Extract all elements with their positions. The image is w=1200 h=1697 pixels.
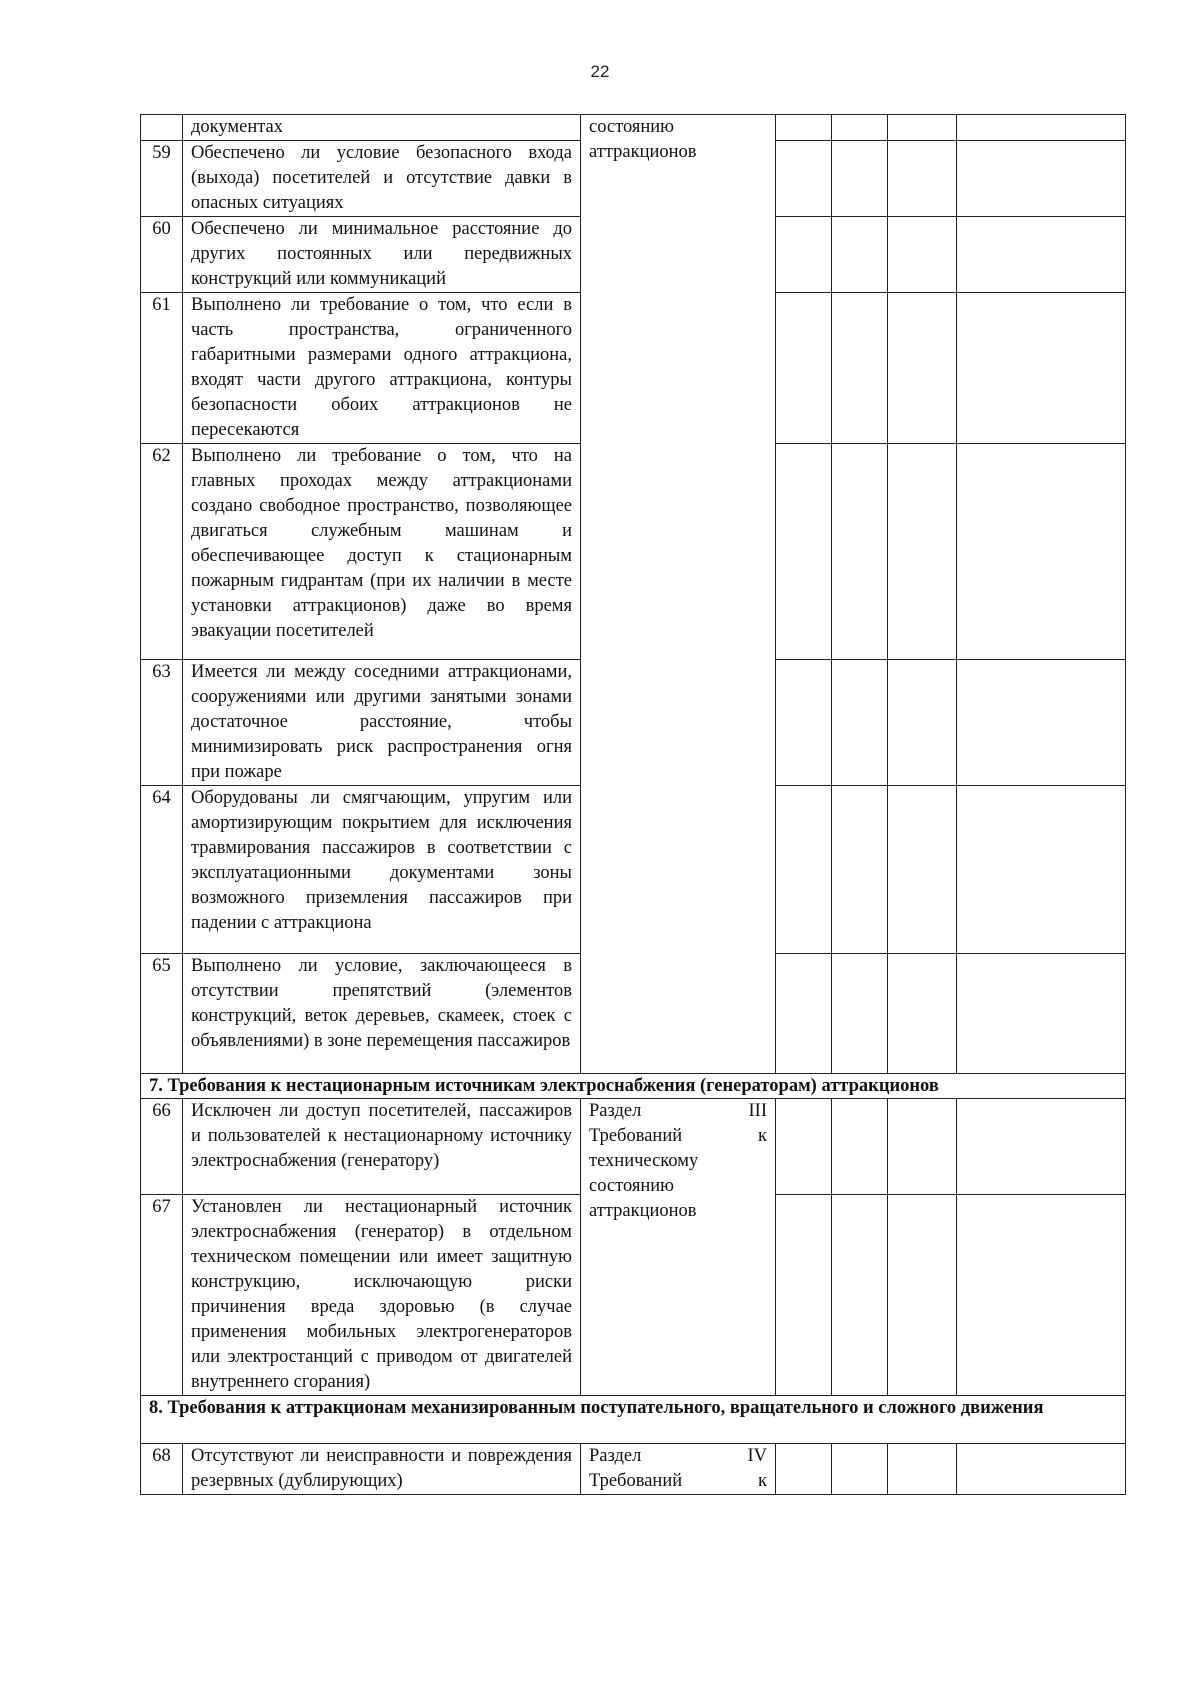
- reference-word: Раздел: [589, 1101, 642, 1121]
- answer-cell[interactable]: [832, 115, 888, 141]
- answer-cell[interactable]: [776, 217, 832, 293]
- item-number: 68: [141, 1444, 183, 1495]
- item-number: 61: [141, 293, 183, 444]
- item-question: Выполнено ли требование о том, что на главных проходах между аттракционами создано свободное пространство, позволяющее двигаться служебным машинам и обеспечивающее доступ к стационарным пожарным гидрантам (при их наличии в месте установки аттракционов) даже во время эвакуации посетителей: [183, 444, 581, 660]
- page-number: 22: [590, 62, 610, 81]
- reference-word: Требований: [589, 1126, 683, 1146]
- answer-cell[interactable]: [832, 293, 888, 444]
- item-question: Оборудованы ли смягчающим, упругим или амортизирующим покрытием для исключения травмирования пассажиров в соответствии с эксплуатационными документами зоны возможного приземления пассажиров при падении с аттракциона: [183, 786, 581, 954]
- section-row: [141, 1396, 1126, 1444]
- answer-cell[interactable]: [888, 1444, 957, 1495]
- reference-word: Раздел: [589, 1446, 642, 1466]
- answer-cell[interactable]: [832, 786, 888, 954]
- answer-cell[interactable]: [957, 217, 1126, 293]
- item-question: Выполнено ли требование о том, что если в часть пространства, ограниченного габаритными размерами одного аттракциона, входят части другого аттракциона, контуры безопасности обоих аттракционов не пересекаются: [183, 293, 581, 444]
- item-question: Обеспечено ли условие безопасного входа (выхода) посетителей и отсутствие давки в опасных ситуациях: [183, 141, 581, 217]
- reference-line: [589, 1149, 767, 1174]
- reference-word: аттракционов: [589, 1201, 697, 1221]
- table-row: [141, 1444, 1126, 1495]
- reference-line: [589, 1469, 767, 1494]
- answer-cell[interactable]: [957, 1444, 1126, 1495]
- item-number: [141, 115, 183, 141]
- answer-cell[interactable]: [888, 217, 957, 293]
- reference-line: аттракционов: [589, 142, 697, 162]
- reference-word: Требований: [589, 1471, 683, 1491]
- answer-cell[interactable]: [957, 954, 1126, 1074]
- reference-word: III: [748, 1101, 767, 1121]
- item-question: Отсутствуют ли неисправности и повреждения резервных (дублирующих): [183, 1444, 581, 1495]
- answer-cell[interactable]: [888, 115, 957, 141]
- item-number: 67: [141, 1195, 183, 1396]
- answer-cell[interactable]: [957, 660, 1126, 786]
- item-number: 62: [141, 444, 183, 660]
- answer-cell[interactable]: [832, 954, 888, 1074]
- reference-line: [589, 1444, 767, 1469]
- item-number: 64: [141, 786, 183, 954]
- table-row: [141, 1099, 1126, 1195]
- item-question: документах: [183, 115, 581, 141]
- answer-cell[interactable]: [957, 293, 1126, 444]
- answer-cell[interactable]: [888, 444, 957, 660]
- item-number: 63: [141, 660, 183, 786]
- reference-word: к: [758, 1471, 767, 1491]
- reference-word: IV: [747, 1446, 767, 1466]
- reference-line: [589, 1174, 767, 1199]
- item-question: Обеспечено ли минимальное расстояние до других постоянных или передвижных конструкций или коммуникаций: [183, 217, 581, 293]
- item-question: Установлен ли нестационарный источник электроснабжения (генератор) в отдельном техническом помещении или имеет защитную конструкцию, исключающую риски причинения вреда здоровью (в случае применения мобильных электрогенераторов или электростанций с приводом от двигателей внутреннего сгорания): [183, 1195, 581, 1396]
- answer-cell[interactable]: [776, 1099, 832, 1195]
- reference-word: техническому: [589, 1151, 699, 1171]
- answer-cell[interactable]: [832, 217, 888, 293]
- reference-word: состоянию: [589, 1176, 675, 1196]
- item-number: 59: [141, 141, 183, 217]
- answer-cell[interactable]: [776, 1444, 832, 1495]
- section-heading: 7. Требования к нестационарным источникам электроснабжения (генераторам) аттракционов: [141, 1074, 1126, 1099]
- requirement-reference: [581, 115, 776, 1074]
- answer-cell[interactable]: [957, 115, 1126, 141]
- answer-cell[interactable]: [957, 444, 1126, 660]
- answer-cell[interactable]: [888, 786, 957, 954]
- item-question: Имеется ли между соседними аттракционами, сооружениями или другими занятыми зонами достаточное расстояние, чтобы минимизировать риск распространения огня при пожаре: [183, 660, 581, 786]
- answer-cell[interactable]: [888, 141, 957, 217]
- answer-cell[interactable]: [776, 954, 832, 1074]
- answer-cell[interactable]: [776, 141, 832, 217]
- answer-cell[interactable]: [832, 660, 888, 786]
- section-row: [141, 1074, 1126, 1099]
- checklist-table: [140, 114, 1126, 1495]
- item-question: Исключен ли доступ посетителей, пассажиров и пользователей к нестационарному источнику электроснабжения (генератору): [183, 1099, 581, 1195]
- answer-cell[interactable]: [888, 954, 957, 1074]
- answer-cell[interactable]: [776, 293, 832, 444]
- answer-cell[interactable]: [832, 444, 888, 660]
- reference-word: [759, 1149, 767, 1174]
- answer-cell[interactable]: [776, 660, 832, 786]
- reference-line: [589, 1099, 767, 1124]
- answer-cell[interactable]: [957, 1195, 1126, 1396]
- reference-word: к: [758, 1126, 767, 1146]
- item-number: 65: [141, 954, 183, 1074]
- reference-word: [759, 1199, 767, 1224]
- answer-cell[interactable]: [776, 115, 832, 141]
- answer-cell[interactable]: [888, 1099, 957, 1195]
- answer-cell[interactable]: [776, 786, 832, 954]
- reference-line: состоянию: [589, 117, 675, 137]
- item-question: Выполнено ли условие, заключающееся в отсутствии препятствий (элементов конструкций, веток деревьев, скамеек, стоек с объявлениями) в зоне перемещения пассажиров: [183, 954, 581, 1074]
- requirement-reference: [581, 1444, 776, 1495]
- reference-line: [589, 1199, 767, 1224]
- answer-cell[interactable]: [776, 1195, 832, 1396]
- answer-cell[interactable]: [888, 293, 957, 444]
- requirement-reference: [581, 1099, 776, 1396]
- section-heading: 8. Требования к аттракционам механизированным поступательного, вращательного и сложного движения: [141, 1396, 1126, 1444]
- answer-cell[interactable]: [832, 1444, 888, 1495]
- answer-cell[interactable]: [832, 141, 888, 217]
- item-number: 66: [141, 1099, 183, 1195]
- answer-cell[interactable]: [957, 1099, 1126, 1195]
- item-number: 60: [141, 217, 183, 293]
- answer-cell[interactable]: [832, 1099, 888, 1195]
- reference-word: [759, 1174, 767, 1199]
- answer-cell[interactable]: [888, 1195, 957, 1396]
- answer-cell[interactable]: [957, 141, 1126, 217]
- reference-line: [589, 1124, 767, 1149]
- answer-cell[interactable]: [832, 1195, 888, 1396]
- answer-cell[interactable]: [957, 786, 1126, 954]
- answer-cell[interactable]: [888, 660, 957, 786]
- answer-cell[interactable]: [776, 444, 832, 660]
- table-row: [141, 115, 1126, 141]
